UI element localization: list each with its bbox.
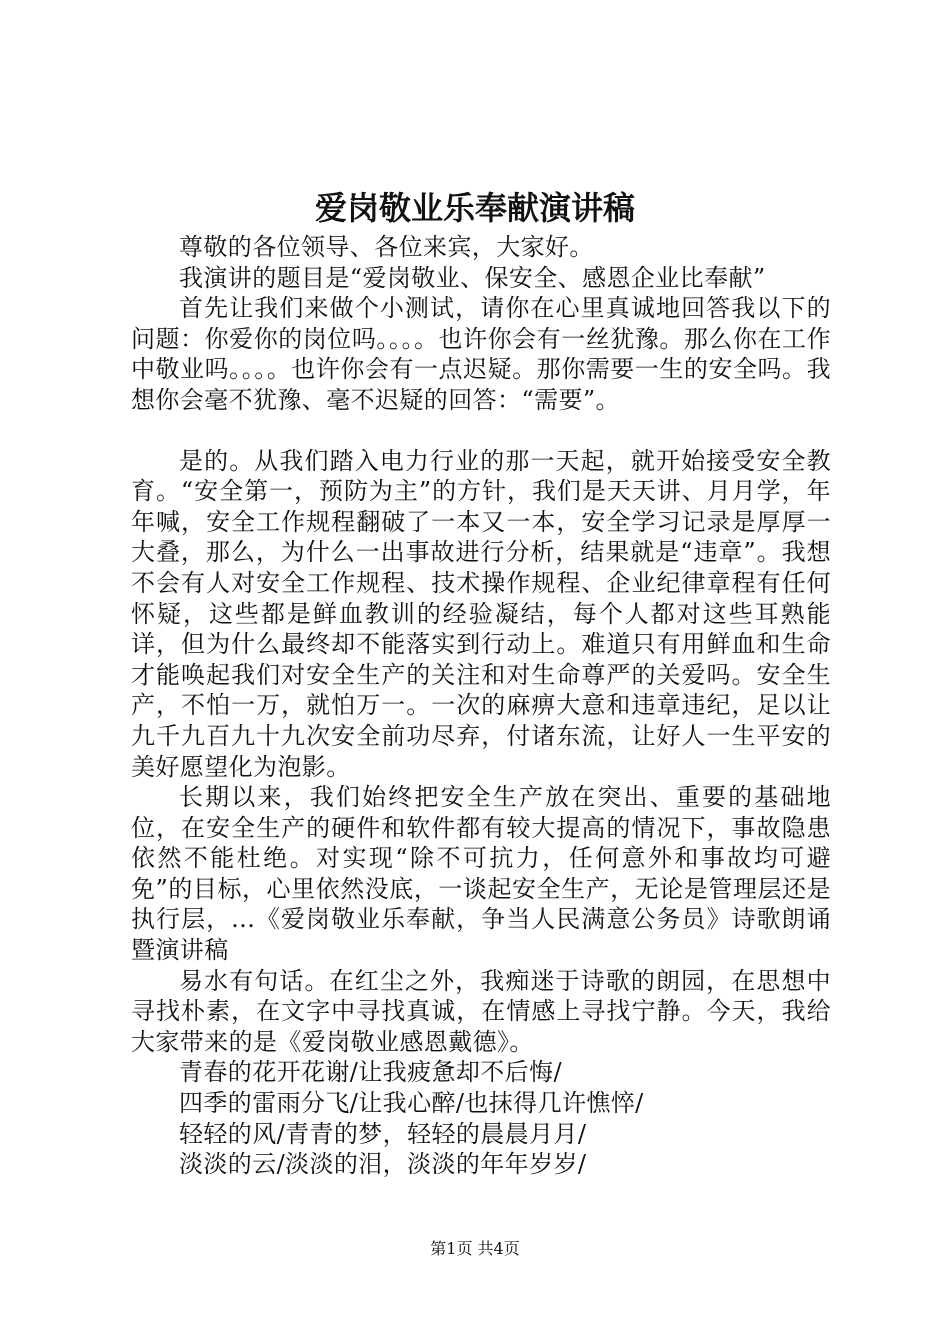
paragraph-safety-education: 是的。从我们踏入电力行业的那一天起，就开始接受安全教育。“安全第一，预防为主”的方针，我们是天天讲、月月学，年年喊，安全工作规程翻破了一本又一本，安全学习记录是厚厚一大叠，那么，为什么一出事故进行分析，结果就是“违章”。我想不会有人对安全工作规程、技术操作规程、企业纪律章程有任何怀疑，这些都是鲜血教训的经验凝结，每个人都对这些耳熟能详，但为什么最终却不能落实到行动上。难道只有用鲜血和生命才能唤起我们对安全生产的关注和对生命尊严的关爱吗。安全生产，不怕一万，就怕万一。一次的麻痹大意和违章违纪，足以让九千九百九十九次安全前功尽弃，付诸东流，让好人一生平安的美好愿望化为泡影。 — [131, 446, 831, 781]
paragraph-topic: 我演讲的题目是“爱岗敬业、保安全、感恩企业比奉献” — [179, 263, 766, 292]
poem-line-4: 淡淡的云/淡淡的泪，淡淡的年年岁岁/ — [179, 1150, 587, 1179]
page-number-footer: 第1页 共4页 — [430, 1239, 520, 1258]
poem-line-3: 轻轻的风/青青的梦，轻轻的晨晨月月/ — [179, 1119, 587, 1148]
document-title: 爱岗敬业乐奉献演讲稿 — [314, 189, 635, 227]
poem-line-1: 青春的花开花谢/让我疲惫却不后悔/ — [179, 1058, 562, 1087]
document-body — [131, 232, 831, 1180]
paragraph-poem-intro: 易水有句话。在红尘之外，我痴迷于诗歌的朗园，在思想中寻找朴素，在文字中寻找真诚，在情感上寻找宁静。今天，我给大家带来的是《爱岗敬业感恩戴德》。 — [131, 966, 831, 1056]
paragraph-long-term: 长期以来，我们始终把安全生产放在突出、重要的基础地位，在安全生产的硬件和软件都有较大提高的情况下，事故隐患依然不能杜绝。对实现“除不可抗力，任何意外和事故均可避免”的目标，心里依然没底，一谈起安全生产，无论是管理层还是执行层，...《爱岗敬业乐奉献，争当人民满意公务员》诗歌朗诵暨演讲稿 — [131, 783, 831, 965]
paragraph-greeting: 尊敬的各位领导、各位来宾，大家好。 — [179, 233, 594, 261]
poem-line-2: 四季的雷雨分飞/让我心醉/也抹得几许憔悴/ — [179, 1089, 644, 1118]
paragraph-quiz: 首先让我们来做个小测试，请你在心里真诚地回答我以下的问题：你爱你的岗位吗。。。。也许你会有一丝犹豫。那么你在工作中敬业吗。。。。也许你会有一点迟疑。那你需要一生的安全吗。我想你会毫不犹豫、毫不迟疑的回答：“需要”。 — [131, 294, 831, 414]
